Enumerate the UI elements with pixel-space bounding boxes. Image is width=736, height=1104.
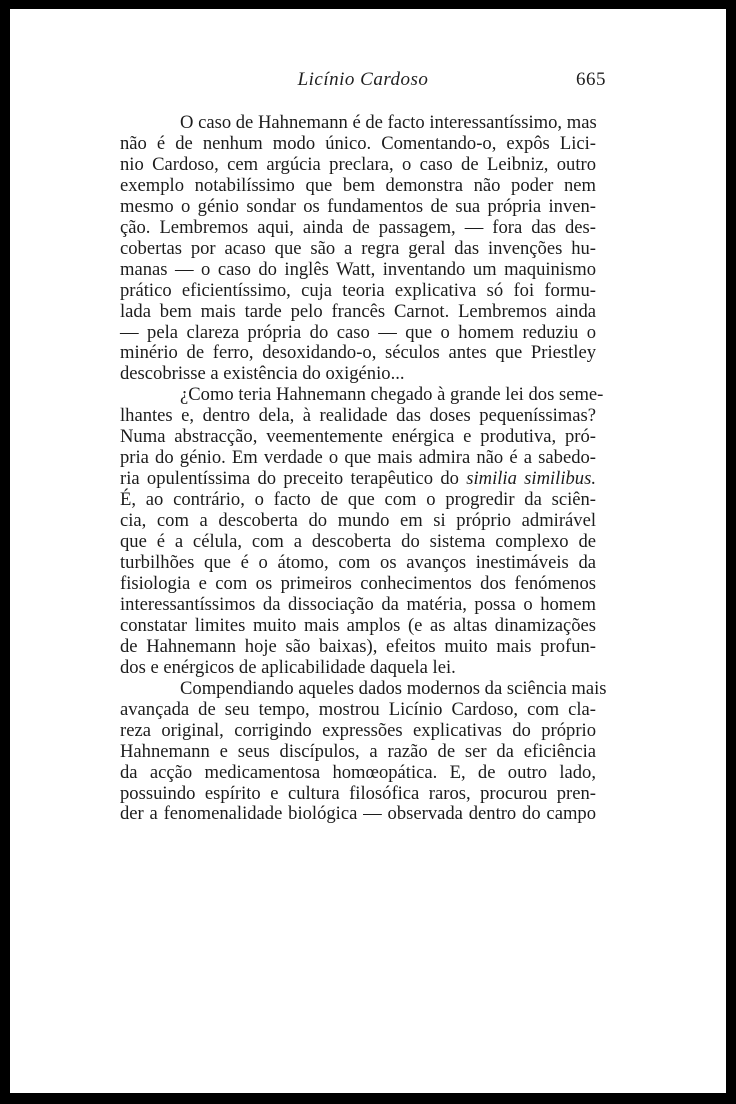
- text-line: ria opulentíssima do preceito terapêutico do similia similibus.: [120, 468, 596, 490]
- text-line: Numa abstracção, veementemente enérgica e produtiva, pró-: [120, 426, 596, 448]
- text-line: minério de ferro, desoxidando-o, séculos antes que Priestley: [120, 342, 596, 364]
- text-line: manas — o caso do inglês Watt, inventando um maquinismo: [120, 258, 596, 280]
- text-line: cobertas por acaso que são a regra geral das invenções hu-: [120, 237, 596, 259]
- text-line: dos e enérgicos de aplicabilidade daquela lei.: [120, 656, 456, 678]
- text-line: que é a célula, com a descoberta do sistema complexo de: [120, 531, 596, 553]
- text-line: O caso de Hahnemann é de facto interessantíssimo, mas: [180, 112, 597, 133]
- page-header: [120, 69, 606, 99]
- text-line: turbilhões que é o átomo, com os avanços inestimáveis da: [120, 552, 596, 574]
- text-line: der a fenomenalidade biológica — observada dentro do campo: [120, 803, 596, 825]
- text-line: lhantes e, dentro dela, à realidade das doses pequeníssimas?: [120, 405, 596, 427]
- text-line: exemplo notabilíssimo que bem demonstra não poder nem: [120, 174, 596, 196]
- page-number: 665: [576, 69, 606, 90]
- body-text: [120, 112, 607, 825]
- text-line: possuindo espírito e cultura filosófica raros, procurou pren-: [120, 782, 596, 804]
- text-line: pria do génio. Em verdade o que mais admira não é a sabedo-: [120, 447, 596, 469]
- text-line: de Hahnemann hoje são baixas), efeitos muito mais profun-: [120, 635, 596, 657]
- text-line: Compendiando aqueles dados modernos da sciência mais: [180, 677, 607, 699]
- text-line: descobrisse a existência do oxigénio...: [120, 363, 405, 385]
- running-title: Licínio Cardoso: [297, 69, 429, 90]
- text-line: — pela clareza própria do caso — que o homem reduziu o: [120, 321, 596, 343]
- text-line: reza original, corrigindo expressões explicativas do próprio: [120, 719, 596, 741]
- text-line: avançada de seu tempo, mostrou Licínio Cardoso, com cla-: [120, 698, 596, 720]
- paragraph: [120, 384, 604, 678]
- text-line: mesmo o génio sondar os fundamentos de sua própria inven-: [120, 195, 596, 217]
- text-line: constatar limites muito mais amplos (e as altas dinamizações: [120, 614, 596, 636]
- text-line: nio Cardoso, cem argúcia preclara, o caso de Leibniz, outro: [120, 153, 596, 175]
- text-line: da acção medicamentosa homœopática. E, de outro lado,: [120, 761, 596, 783]
- text-line: lada bem mais tarde pelo francês Carnot. Lembremos ainda: [120, 300, 596, 322]
- paragraph: [120, 113, 596, 385]
- text-line: ¿Como teria Hahnemann chegado à grande lei dos seme-: [180, 384, 604, 406]
- text-line: Hahnemann e seus discípulos, a razão de ser da eficiência: [120, 740, 596, 762]
- text-line: cia, com a descoberta do mundo em si próprio admirável: [120, 510, 596, 532]
- text-line: interessantíssimos da dissociação da matéria, possa o homem: [120, 593, 596, 615]
- text-line: É, ao contrário, o facto de que com o progredir da sciên-: [120, 489, 596, 511]
- text-line: fisiologia e com os primeiros conhecimentos dos fenómenos: [120, 572, 596, 594]
- text-line: prático eficientíssimo, cuja teoria explicativa só foi formu-: [120, 279, 596, 301]
- text-line: ção. Lembremos aqui, ainda de passagem, — fora das des-: [120, 216, 596, 238]
- text-line: não é de nenhum modo único. Comentando-o, expôs Lici-: [120, 132, 596, 154]
- paragraph: [120, 677, 607, 826]
